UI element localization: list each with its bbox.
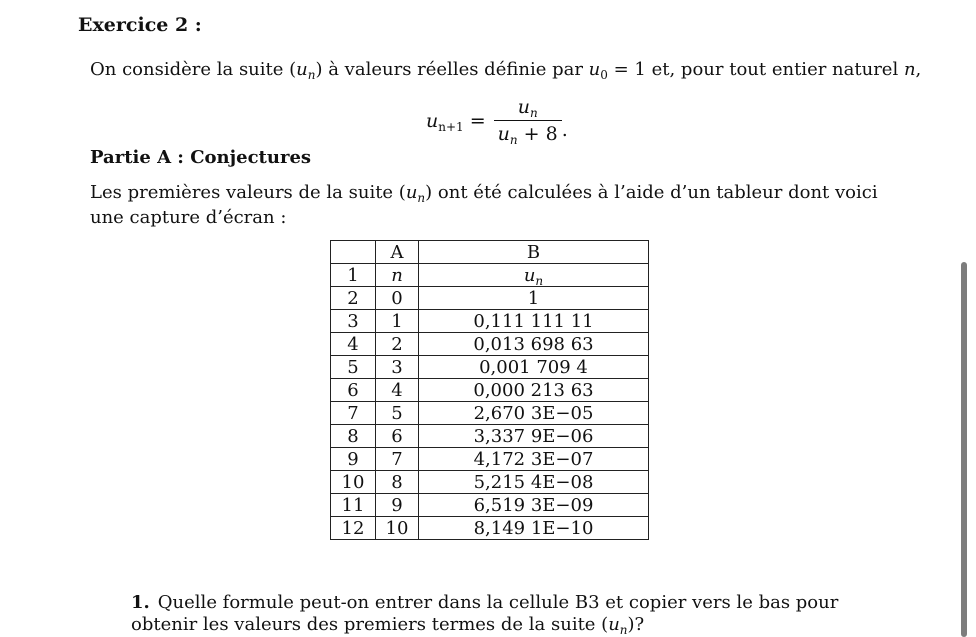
question-text-2: )?: [627, 614, 645, 635]
cell-n: 2: [376, 333, 419, 356]
part-a-title: Partie A : Conjectures: [90, 147, 312, 168]
cell-a1-n: n: [391, 264, 403, 286]
row-label: 4: [331, 333, 376, 356]
table-row: [331, 517, 649, 540]
cell-n: 6: [376, 425, 419, 448]
column-header-row: [331, 241, 649, 264]
row-label: 12: [331, 517, 376, 540]
cell-n: 4: [376, 379, 419, 402]
intro-text-3: = 1 et, pour tout entier naturel: [607, 59, 904, 80]
exercise-title: Exercice 2 :: [78, 14, 202, 36]
formula-fraction: [494, 96, 562, 145]
cell-b1-u: u: [523, 264, 536, 286]
cell-value: 0,001 709 4: [419, 356, 649, 379]
cell-value: 0,111 111 11: [419, 310, 649, 333]
part-a-paragraph: [90, 180, 900, 230]
intro-text-4: ,: [915, 59, 922, 80]
table-row: [331, 448, 649, 471]
question-n: n: [619, 623, 628, 637]
table-row: [331, 356, 649, 379]
part-a-u: u: [405, 182, 418, 203]
question-number: 1.: [131, 592, 150, 613]
cell-n: 0: [376, 287, 419, 310]
row-label: 9: [331, 448, 376, 471]
formula-numerator: [514, 96, 542, 120]
cell-value: 6,519 3E−09: [419, 494, 649, 517]
part-a-text-2: ) ont été calculées à l’aide d’un tableur dont voici une capture d’écran :: [90, 182, 878, 228]
intro-text-1: On considère la suite (: [90, 59, 297, 80]
exercise-intro: [90, 59, 921, 80]
recurrence-formula: [426, 96, 568, 145]
table-row: [331, 287, 649, 310]
cell-value: 2,670 3E−05: [419, 402, 649, 425]
table-row: [331, 425, 649, 448]
row-label: 7: [331, 402, 376, 425]
intro-n: n: [307, 68, 316, 82]
cell-n: 9: [376, 494, 419, 517]
cell-value: 3,337 9E−06: [419, 425, 649, 448]
row-label: 11: [331, 494, 376, 517]
part-a-text-1: Les premières valeurs de la suite (: [90, 182, 406, 203]
cell-value: 0,013 698 63: [419, 333, 649, 356]
intro-text-2: ) à valeurs réelles définie par: [315, 59, 589, 80]
formula-lhs-sub: n+1: [438, 119, 464, 134]
table-row: [331, 264, 649, 287]
cell-value: 4,172 3E−07: [419, 448, 649, 471]
question-1: [131, 592, 891, 636]
cell-value: 8,149 1E−10: [419, 517, 649, 540]
cell-value: 0,000 213 63: [419, 379, 649, 402]
row-label: 3: [331, 310, 376, 333]
table-row: [331, 310, 649, 333]
intro-zero: 0: [600, 68, 608, 82]
formula-den-sub: n: [509, 133, 518, 147]
vertical-scrollbar[interactable]: [961, 262, 967, 637]
cell-value: 5,215 4E−08: [419, 471, 649, 494]
column-header-a: A: [376, 241, 419, 264]
formula-num-sub: n: [529, 106, 538, 120]
row-label: 5: [331, 356, 376, 379]
intro-n-var: n: [903, 59, 916, 80]
question-u: u: [608, 614, 620, 635]
cell-n: 7: [376, 448, 419, 471]
cell-n: 10: [376, 517, 419, 540]
cell-n: 1: [376, 310, 419, 333]
row-label: 1: [331, 264, 376, 287]
table-row: [331, 402, 649, 425]
row-label: 10: [331, 471, 376, 494]
intro-u0: u: [588, 59, 601, 80]
cell-n: 8: [376, 471, 419, 494]
table-row: [331, 471, 649, 494]
table-row: [331, 379, 649, 402]
row-label: 2: [331, 287, 376, 310]
formula-num-u: u: [517, 96, 530, 118]
intro-u: u: [296, 59, 308, 80]
cell-b1-n: n: [535, 273, 544, 288]
corner-cell: [331, 241, 376, 264]
spreadsheet-table: [330, 240, 649, 540]
row-label: 6: [331, 379, 376, 402]
part-a-n: n: [417, 191, 426, 205]
formula-denominator: [494, 120, 562, 145]
cell-n: 3: [376, 356, 419, 379]
cell-n: 5: [376, 402, 419, 425]
formula-period: .: [561, 119, 568, 141]
formula-equals: =: [463, 109, 486, 132]
formula-lhs-u: u: [426, 109, 439, 132]
cell-value: 1: [419, 287, 649, 310]
table-row: [331, 333, 649, 356]
question-text-1: Quelle formule peut-on entrer dans la cellule B3 et copier vers le bas pour obtenir les valeurs des premiers termes de la suite (: [131, 592, 839, 635]
table-row: [331, 494, 649, 517]
row-label: 8: [331, 425, 376, 448]
formula-lhs: [426, 110, 486, 132]
formula-den-plus: + 8: [517, 123, 558, 145]
cell-a1: [376, 264, 419, 287]
formula-den-u: u: [497, 123, 510, 145]
column-header-b: B: [419, 241, 649, 264]
cell-b1: [419, 264, 649, 287]
